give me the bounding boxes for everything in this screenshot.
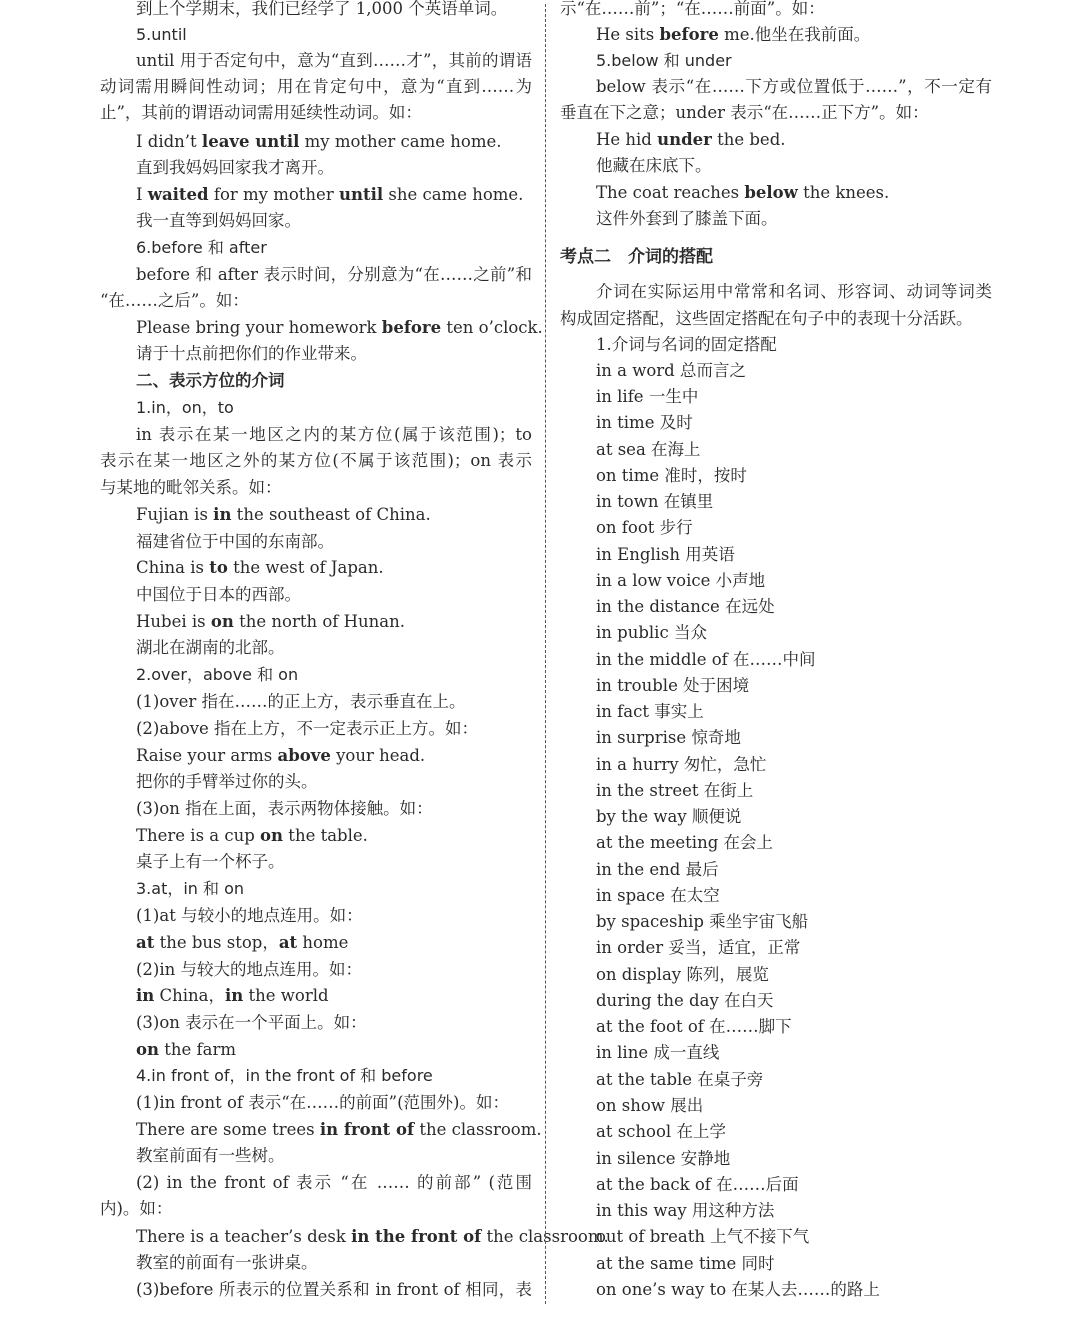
text-run: the southeast of China. bbox=[231, 505, 431, 524]
text-line bbox=[560, 463, 992, 489]
bold-phrase: leave until bbox=[201, 132, 300, 151]
text-line bbox=[100, 475, 532, 501]
text-run: Fujian is bbox=[136, 505, 214, 524]
text-line bbox=[100, 1170, 532, 1196]
text-run: at the foot of 在……脚下 bbox=[596, 1017, 792, 1036]
text-line bbox=[560, 568, 992, 594]
text-run: the table. bbox=[283, 826, 368, 845]
text-run: in order 妥当，适宜，正常 bbox=[596, 938, 801, 957]
text-run: (1)over 指在……的正上方，表示垂直在上。 bbox=[136, 692, 466, 711]
text-run: 教室的前面有一张讲桌。 bbox=[136, 1253, 318, 1272]
text-run: on display 陈列，展览 bbox=[596, 965, 769, 984]
text-run: for my mother bbox=[208, 185, 339, 204]
text-run: in line 成一直线 bbox=[596, 1043, 720, 1062]
text-line bbox=[100, 1117, 542, 1143]
text-line bbox=[560, 1119, 992, 1145]
text-line bbox=[100, 662, 532, 688]
text-run: by the way 顺便说 bbox=[596, 807, 742, 826]
text-line bbox=[100, 983, 532, 1009]
text-line bbox=[100, 769, 532, 795]
text-line bbox=[560, 647, 992, 673]
text-run: at school 在上学 bbox=[596, 1122, 726, 1141]
text-line bbox=[560, 206, 992, 232]
text-line bbox=[100, 74, 532, 100]
text-run: in space 在太空 bbox=[596, 886, 720, 905]
text-run: at sea 在海上 bbox=[596, 440, 701, 459]
text-line bbox=[560, 48, 992, 74]
text-run: out of breath 上气不接下气 bbox=[596, 1227, 810, 1246]
text-run: the knees. bbox=[797, 183, 890, 202]
text-line bbox=[100, 422, 532, 448]
bold-phrase: until bbox=[338, 185, 384, 204]
text-line bbox=[100, 903, 532, 929]
text-line bbox=[100, 288, 532, 314]
text-run: at the same time 同时 bbox=[596, 1254, 775, 1273]
bold-phrase: waited bbox=[147, 185, 209, 204]
text-run: in town 在镇里 bbox=[596, 492, 714, 511]
bold-phrase: above bbox=[277, 746, 331, 765]
text-line bbox=[100, 635, 532, 661]
text-run: in silence 安静地 bbox=[596, 1149, 731, 1168]
text-line bbox=[560, 1093, 992, 1119]
text-line bbox=[560, 542, 992, 568]
text-run: by spaceship 乘坐宇宙飞船 bbox=[596, 912, 809, 931]
text-run: at the table 在桌子旁 bbox=[596, 1070, 764, 1089]
text-run: 到上个学期末，我们已经学了 1,000 个英语单词。 bbox=[136, 0, 508, 18]
text-line bbox=[100, 1090, 532, 1116]
text-line bbox=[100, 1010, 532, 1036]
text-run: 示“在……前”；“在……前面”。如： bbox=[560, 0, 825, 18]
bold-phrase: in bbox=[213, 505, 232, 524]
text-line bbox=[100, 155, 532, 181]
text-run: (1)at 与较小的地点连用。如： bbox=[136, 906, 363, 925]
text-run: below 表示“在……下方或位置低于……”，不一定有 bbox=[596, 77, 992, 96]
text-line bbox=[560, 180, 992, 206]
text-run: the classroom. bbox=[481, 1227, 609, 1246]
text-line bbox=[560, 883, 992, 909]
text-line bbox=[560, 909, 992, 935]
text-run: the world bbox=[243, 986, 329, 1005]
text-line bbox=[100, 1037, 532, 1063]
text-line bbox=[100, 315, 543, 341]
text-run: 二、表示方位的介词 bbox=[136, 371, 285, 390]
bold-phrase: at bbox=[136, 933, 155, 952]
text-run: in the end 最后 bbox=[596, 860, 719, 879]
text-line bbox=[100, 0, 532, 22]
text-line bbox=[100, 876, 532, 902]
text-line bbox=[560, 306, 992, 332]
text-line bbox=[560, 358, 992, 384]
text-run: “在……之后”。如： bbox=[100, 291, 249, 310]
text-line bbox=[560, 74, 992, 100]
text-line bbox=[560, 830, 992, 856]
text-line bbox=[560, 673, 992, 699]
text-run: on show 展出 bbox=[596, 1096, 704, 1115]
text-run: in public 当众 bbox=[596, 623, 707, 642]
text-run: in the street 在街上 bbox=[596, 781, 754, 800]
text-line bbox=[100, 823, 532, 849]
text-line bbox=[100, 395, 532, 421]
bold-phrase: in bbox=[225, 986, 244, 1005]
text-run: at the back of 在……后面 bbox=[596, 1175, 799, 1194]
text-line bbox=[560, 100, 992, 126]
text-run: the bed. bbox=[711, 130, 786, 149]
text-run: in the distance 在远处 bbox=[596, 597, 775, 616]
text-line bbox=[560, 1251, 992, 1277]
text-run: 桌子上有一个杯子。 bbox=[136, 852, 285, 871]
text-line bbox=[560, 384, 992, 410]
text-run: 中国位于日本的西部。 bbox=[136, 585, 301, 604]
text-run: There is a cup bbox=[136, 826, 261, 845]
text-run: in surprise 惊奇地 bbox=[596, 728, 741, 747]
bold-phrase: in bbox=[136, 986, 155, 1005]
text-line bbox=[100, 930, 532, 956]
text-run: 他藏在床底下。 bbox=[596, 156, 712, 175]
text-line bbox=[560, 752, 992, 778]
text-run: she came home. bbox=[383, 185, 524, 204]
text-run: 垂直在下之意；under 表示“在……正下方”。如： bbox=[560, 103, 929, 122]
text-line bbox=[100, 341, 532, 367]
text-line bbox=[560, 437, 992, 463]
text-line bbox=[560, 804, 992, 830]
text-run: in 表示在某一地区之内的某方位(属于该范围)；to bbox=[136, 425, 532, 444]
text-run: the farm bbox=[159, 1040, 237, 1059]
text-run: (2)above 指在上方，不一定表示正上方。如： bbox=[136, 719, 479, 738]
text-run: in this way 用这种方法 bbox=[596, 1201, 775, 1220]
text-run: 3.at，in 和 on bbox=[136, 879, 245, 898]
text-run: 构成固定搭配，这些固定搭配在句子中的表现十分活跃。 bbox=[560, 309, 973, 328]
text-line bbox=[100, 448, 532, 474]
text-run: 我一直等到妈妈回家。 bbox=[136, 211, 301, 230]
text-run: 福建省位于中国的东南部。 bbox=[136, 532, 334, 551]
text-run: Raise your arms bbox=[136, 746, 278, 765]
text-line bbox=[100, 48, 532, 74]
text-run: on foot 步行 bbox=[596, 518, 693, 537]
text-line bbox=[100, 368, 532, 394]
bold-phrase: before bbox=[659, 25, 719, 44]
text-line bbox=[100, 957, 532, 983]
text-line bbox=[100, 1143, 532, 1169]
text-run: I bbox=[136, 185, 148, 204]
text-run: China is bbox=[136, 558, 210, 577]
text-run: Please bring your homework bbox=[136, 318, 382, 337]
text-run: (2)in 与较大的地点连用。如： bbox=[136, 960, 363, 979]
text-run: 湖北在湖南的北部。 bbox=[136, 638, 285, 657]
bold-phrase: on bbox=[260, 826, 284, 845]
text-line bbox=[100, 100, 532, 126]
text-line bbox=[560, 0, 992, 22]
text-run: 请于十点前把你们的作业带来。 bbox=[136, 344, 367, 363]
text-line bbox=[560, 778, 992, 804]
text-run: 5.below 和 under bbox=[596, 51, 732, 70]
text-run: He sits bbox=[596, 25, 660, 44]
text-line bbox=[560, 22, 992, 48]
bold-phrase: to bbox=[209, 558, 228, 577]
bold-phrase: before bbox=[381, 318, 442, 337]
text-line bbox=[560, 1224, 992, 1250]
text-run: 直到我妈妈回家我才离开。 bbox=[136, 158, 334, 177]
text-run: 2.over，above 和 on bbox=[136, 665, 299, 684]
text-run: 1.介词与名词的固定搭配 bbox=[596, 335, 777, 354]
text-run: ten o’clock. bbox=[441, 318, 543, 337]
text-run: There is a teacher’s desk bbox=[136, 1227, 352, 1246]
text-run: 与某地的毗邻关系。如： bbox=[100, 478, 282, 497]
text-run: 动词需用瞬间性动词；用在肯定句中，意为“直到……为 bbox=[100, 77, 532, 96]
text-run: in a hurry 匆忙，急忙 bbox=[596, 755, 767, 774]
text-run: the west of Japan. bbox=[227, 558, 384, 577]
text-run: in life 一生中 bbox=[596, 387, 699, 406]
text-line bbox=[100, 555, 532, 581]
bold-phrase: below bbox=[744, 183, 798, 202]
text-line bbox=[560, 962, 992, 988]
text-run: in fact 事实上 bbox=[596, 702, 704, 721]
column-divider bbox=[545, 4, 546, 1304]
text-run: until 用于否定句中，意为“直到……才”，其前的谓语 bbox=[136, 51, 532, 70]
text-run: in trouble 处于困境 bbox=[596, 676, 750, 695]
text-run: I didn’t bbox=[136, 132, 202, 151]
text-run: 1.in，on，to bbox=[136, 398, 234, 417]
text-run: There are some trees bbox=[136, 1120, 320, 1139]
text-line bbox=[560, 1067, 992, 1093]
text-run: (1)in front of 表示“在……的前面”(范围外)。如： bbox=[136, 1093, 509, 1112]
text-run: in a word 总而言之 bbox=[596, 361, 746, 380]
text-run: 表示在某一地区之外的某方位(不属于该范围)；on 表示 bbox=[100, 451, 532, 470]
text-line bbox=[100, 689, 532, 715]
text-run: on time 准时，按时 bbox=[596, 466, 747, 485]
text-run: 6.before 和 after bbox=[136, 238, 267, 257]
text-run: 止”，其前的谓语动词需用延续性动词。如： bbox=[100, 103, 422, 122]
text-run: 内)。如： bbox=[100, 1199, 173, 1218]
text-line bbox=[560, 857, 992, 883]
text-line bbox=[560, 1014, 992, 1040]
text-line bbox=[560, 1146, 992, 1172]
text-line bbox=[560, 1198, 992, 1224]
text-run: 把你的手臂举过你的头。 bbox=[136, 772, 318, 791]
bold-phrase: at bbox=[278, 933, 298, 952]
text-run: during the day 在白天 bbox=[596, 991, 774, 1010]
text-run: the classroom. bbox=[414, 1120, 542, 1139]
text-line bbox=[100, 129, 532, 155]
text-run: on one’s way to 在某人去……的路上 bbox=[596, 1280, 880, 1299]
text-line bbox=[560, 988, 992, 1014]
bold-phrase: in the front of bbox=[351, 1227, 482, 1246]
text-line bbox=[100, 262, 532, 288]
text-line bbox=[100, 1196, 532, 1222]
text-line bbox=[100, 582, 532, 608]
text-line bbox=[560, 1040, 992, 1066]
bold-phrase: on bbox=[136, 1040, 160, 1059]
text-run: before 和 after 表示时间，分别意为“在……之前”和 bbox=[136, 265, 532, 284]
text-line bbox=[560, 935, 992, 961]
text-line bbox=[560, 1172, 992, 1198]
text-line bbox=[560, 725, 992, 751]
text-line bbox=[560, 620, 992, 646]
text-line bbox=[560, 279, 992, 305]
text-line bbox=[100, 529, 532, 555]
text-run: your head. bbox=[330, 746, 426, 765]
text-line bbox=[560, 594, 992, 620]
text-line bbox=[560, 244, 992, 270]
text-run: The coat reaches bbox=[596, 183, 745, 202]
text-line bbox=[560, 515, 992, 541]
text-line bbox=[560, 699, 992, 725]
text-line bbox=[560, 332, 992, 358]
text-line bbox=[100, 1250, 532, 1276]
text-line bbox=[560, 410, 992, 436]
text-line bbox=[560, 1277, 992, 1303]
text-line bbox=[100, 796, 532, 822]
text-run: in time 及时 bbox=[596, 413, 693, 432]
text-run: the north of Hunan. bbox=[233, 612, 405, 631]
text-run: in English 用英语 bbox=[596, 545, 735, 564]
text-line bbox=[100, 743, 532, 769]
text-line bbox=[100, 502, 532, 528]
bold-phrase: under bbox=[657, 130, 712, 149]
text-line bbox=[100, 716, 532, 742]
text-line bbox=[100, 1063, 532, 1089]
text-run: 介词在实际运用中常常和名词、形容词、动词等词类 bbox=[596, 282, 992, 301]
text-run: the bus stop， bbox=[154, 933, 279, 952]
text-run: home bbox=[297, 933, 349, 952]
text-line bbox=[100, 208, 532, 234]
text-run: (3)on 表示在一个平面上。如： bbox=[136, 1013, 367, 1032]
text-line bbox=[560, 153, 992, 179]
text-run: at the meeting 在会上 bbox=[596, 833, 773, 852]
text-run: He hid bbox=[596, 130, 658, 149]
text-line bbox=[560, 489, 992, 515]
text-run: 5.until bbox=[136, 25, 187, 44]
text-line bbox=[100, 1277, 532, 1303]
text-line bbox=[100, 182, 532, 208]
text-run: 4.in front of，in the front of 和 before bbox=[136, 1066, 433, 1085]
text-run: (2) in the front of 表示 “在 …… 的前部” (范围 bbox=[136, 1173, 532, 1192]
text-line bbox=[100, 235, 532, 261]
text-run: me.他坐在我前面。 bbox=[718, 25, 871, 44]
text-run: (3)before 所表示的位置关系和 in front of 相同，表 bbox=[136, 1280, 532, 1299]
text-run: China， bbox=[154, 986, 226, 1005]
bold-phrase: on bbox=[210, 612, 234, 631]
text-line bbox=[100, 849, 532, 875]
text-line bbox=[100, 22, 532, 48]
bold-phrase: in front of bbox=[319, 1120, 415, 1139]
text-run: 教室前面有一些树。 bbox=[136, 1146, 285, 1165]
text-line bbox=[100, 1224, 609, 1250]
text-run: in a low voice 小声地 bbox=[596, 571, 766, 590]
text-run: my mother came home. bbox=[299, 132, 502, 151]
text-run: Hubei is bbox=[136, 612, 211, 631]
text-line bbox=[560, 127, 992, 153]
text-run: 考点二 介词的搭配 bbox=[560, 247, 713, 267]
text-run: 这件外套到了膝盖下面。 bbox=[596, 209, 778, 228]
text-line bbox=[100, 609, 532, 635]
text-run: (3)on 指在上面，表示两物体接触。如： bbox=[136, 799, 433, 818]
text-run: in the middle of 在……中间 bbox=[596, 650, 816, 669]
